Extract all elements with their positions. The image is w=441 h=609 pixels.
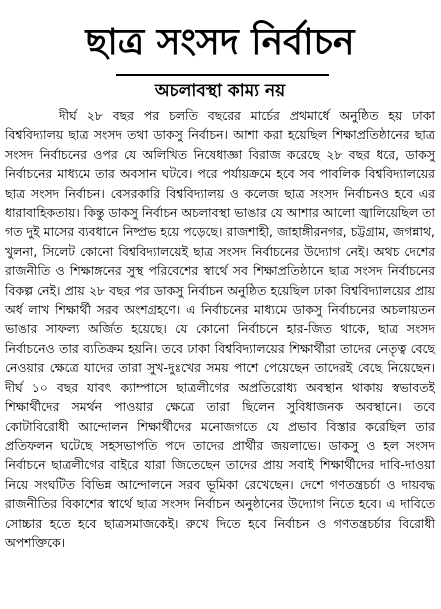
headline: ছাত্র সংসদ নির্বাচন [85,21,355,63]
headline-divider [116,74,329,76]
subheadline: অচলাবস্থা কাম্য নয় [154,81,286,101]
article-body: দীর্ঘ ২৮ বছর পর চলতি বছরের মার্চের প্রথমার্ধে অনুষ্ঠিত হয় ঢাকা বিশ্ববিদ্যালয় ছাত্র সংসদ তথা ডাকসু নির্বাচন। আশা করা হয়েছিল শিক্ষাপ্রতিষ্ঠানের ছাত্র সংসদ নির্বাচনের ওপর যে অলিখিত নিষেধাজ্ঞা বিরাজ করেছে ২৮ বছর ধরে, ডাকসু নির্বাচনের মাধ্যমে তার অবসান ঘটবে। পরে পর্যায়ক্রমে হবে সব পাবলিক বিশ্ববিদ্যালয়ের ছাত্র সংসদ নির্বাচন। বেসরকারি বিশ্ববিদ্যালয় ও কলেজ ছাত্র সংসদ নির্বাচনও হবে এর ধারাবাহিকতায়। কিন্তু ডাকসু নির্বাচন অচলাবস্থা ভাঙার যে আশার আলো জ্বালিয়েছিল তা গত দুই মাসের ব্যবধানে নিষ্প্রভ হয়ে পড়েছে। রাজশাহী, জাহাঙ্গীরনগর, চট্টগ্রাম, জগন্নাথ, খুলনা, সিলেট কোনো বিশ্ববিদ্যালয়েই ছাত্র সংসদ নির্বাচনের উদ্যোগ নেই। অথচ দেশের রাজনীতি ও শিক্ষাঙ্গনের সুস্থ পরিবেশের স্বার্থে সব শিক্ষাপ্রতিষ্ঠানে ছাত্র সংসদ নির্বাচনের বিকল্প নেই। প্রায় ২৮ বছর পর ডাকসু নির্বাচন অনুষ্ঠিত হয়েছিল ঢাকা বিশ্ববিদ্যালয়ের প্রায় অর্ধ লাখ শিক্ষার্থী সরব অংশগ্রহণে। এ নির্বাচনের মাধ্যমে ডাকসু নির্বাচনের অচলায়তন ভাঙার সাফল্য অর্জিত হয়েছে। যে কোনো নির্বাচনে হার-জিত থাকে, ছাত্র সংসদ নির্বাচনেও তার ব্যতিক্রম হয়নি। তবে ঢাকা বিশ্ববিদ্যালয়ের শিক্ষার্থীরা তাদের নেতৃত্ব বেছে নেওয়ার ক্ষেত্রে যাদের তারা সুখ-দুঃখের সময় পাশে পেয়েছেন তাদেরই বেছে নিয়েছেন। দীর্ঘ ১০ বছর যাবৎ ক্যাম্পাসে ছাত্রলীগের অপ্রতিরোধ্য অবস্থান থাকায় স্বভাবতই শিক্ষার্থীদের সমর্থন পাওয়ার ক্ষেত্রে তারা ছিলেন সুবিধাজনক অবস্থানে। তবে কোটাবিরোধী আন্দোলন শিক্ষার্থীদের মনোজগতে যে প্রভাব বিস্তার করেছিল তার প্রতিফলন ঘটেছে সহসভাপতি পদে তাদের প্রার্থীর জয়লাভে। ডাকসু ও হল সংসদ নির্বাচনে ছাত্রলীগের বাইরে যারা জিতেছেন তাদের প্রায় সবাই শিক্ষার্থীদের দাবি-দাওয়া নিয়ে সংঘটিত বিভিন্ন আন্দোলনে সরব ভূমিকা রেখেছেন। দেশে গণতন্ত্রচর্চা ও দায়বদ্ধ রাজনীতির বিকাশের স্বার্থে ছাত্র সংসদ নির্বাচন অনুষ্ঠানের উদ্যোগ নিতে হবে। এ দাবিতে সোচ্চার হতে হবে ছাত্রসমাজকেই। রুখে দিতে হবে নির্বাচন ও গণতন্ত্রচর্চার বিরোধী অপশক্তিকে। [5,108,435,550]
